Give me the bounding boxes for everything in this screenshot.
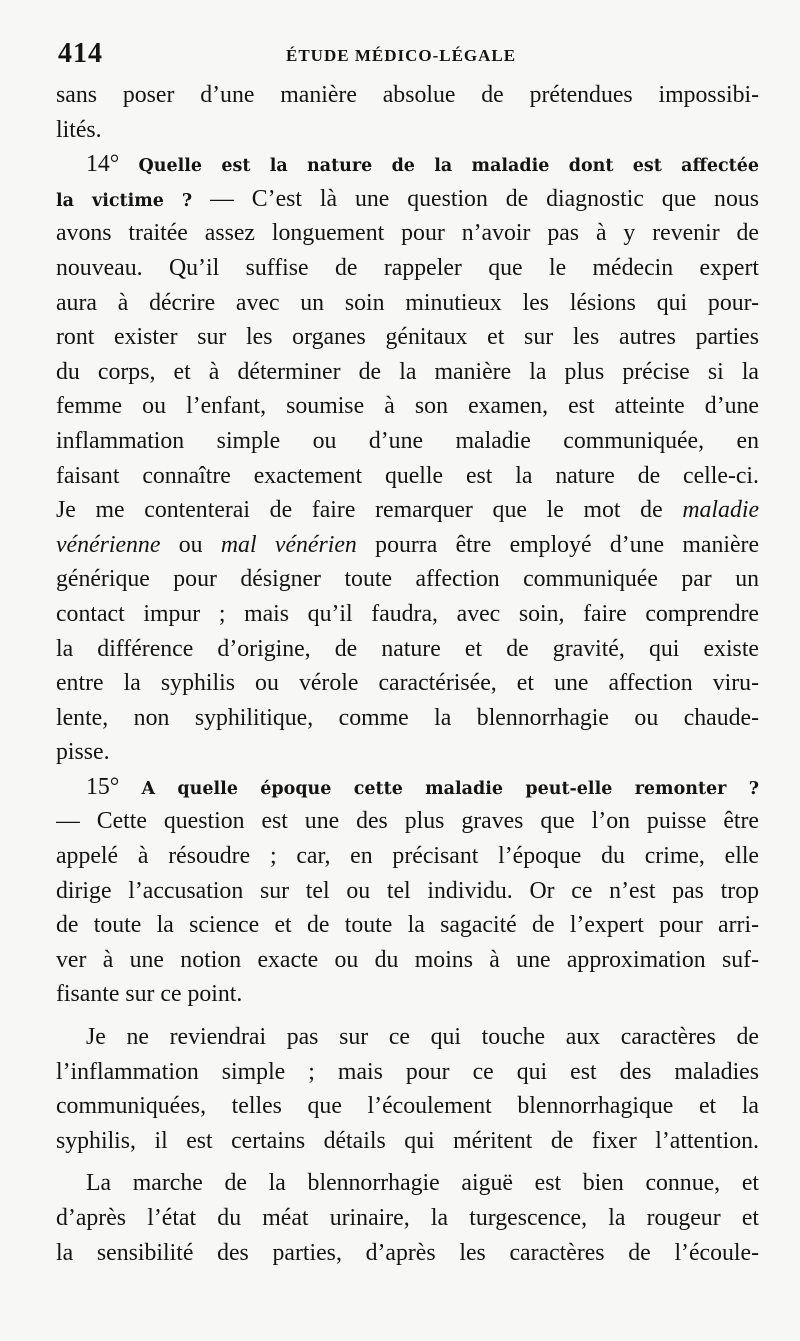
text-line: contact impur ; mais qu’il faudra, avec soin, faire comprendre bbox=[56, 600, 759, 627]
text-line: lente, non syphilitique, comme la blennorrhagie ou chaude- bbox=[56, 704, 759, 731]
question-text: Quelle est la nature de la maladie dont est affectée bbox=[138, 156, 759, 177]
text-line: l’inflammation simple ; mais pour ce qui est des maladies bbox=[56, 1058, 759, 1085]
body-text bbox=[56, 78, 759, 1270]
page-header bbox=[58, 38, 770, 78]
text-line: femme ou l’enfant, soumise à son examen, est atteinte d’une bbox=[56, 393, 759, 420]
text-line: fisante sur ce point. bbox=[56, 981, 243, 1008]
text-span: ou bbox=[178, 531, 203, 558]
text-line: ront exister sur les organes génitaux et sur les autres parties bbox=[56, 324, 759, 351]
text-line: appelé à résoudre ; car, en précisant l’époque du crime, elle bbox=[56, 843, 759, 870]
text-line: dirige l’accusation sur tel ou tel individu. Or ce n’est pas trop bbox=[56, 877, 759, 904]
text-line bbox=[56, 182, 759, 217]
text-line: La marche de la blennorrhagie aiguë est bien connue, et bbox=[86, 1170, 759, 1197]
text-line bbox=[56, 528, 759, 563]
italic-term: maladie bbox=[682, 497, 759, 524]
text-line bbox=[56, 493, 759, 528]
text-line: avons traitée assez longuement pour n’avoir pas à y revenir de bbox=[56, 220, 759, 247]
text-line: ver à une notion exacte ou du moins à une approximation suf- bbox=[56, 946, 759, 973]
text-line: nouveau. Qu’il suffise de rappeler que le médecin expert bbox=[56, 254, 759, 281]
question-number: 15° bbox=[86, 773, 120, 800]
question-text: A quelle époque cette maladie peut-elle remonter ? bbox=[141, 778, 759, 799]
text-line: aura à décrire avec un soin minutieux les lésions qui pour- bbox=[56, 289, 759, 316]
text-line: générique pour désigner toute affection communiquée par un bbox=[56, 566, 759, 593]
text-line: communiquées, telles que l’écoulement blennorrhagique et la bbox=[56, 1093, 759, 1120]
text-line: sans poser d’une manière absolue de prétendues impossibi- bbox=[56, 82, 759, 108]
question-14-heading bbox=[56, 147, 759, 182]
text-line: la sensibilité des parties, d’après les caractères de l’écoule- bbox=[56, 1239, 759, 1266]
text-line: syphilis, il est certains détails qui méritent de fixer l’attention. bbox=[56, 1127, 759, 1154]
running-head: ÉTUDE MÉDICO-LÉGALE bbox=[286, 46, 517, 65]
question-15-heading bbox=[56, 770, 759, 805]
italic-term: mal vénérien bbox=[220, 531, 357, 558]
italic-term: vénérienne bbox=[56, 531, 161, 558]
text-line: faisant connaître exactement quelle est la nature de celle-ci. bbox=[56, 462, 759, 489]
text-span: Je me contenterai de faire remarquer que le mot de bbox=[56, 497, 663, 524]
page-number: 414 bbox=[58, 38, 103, 69]
text-line: pisse. bbox=[56, 739, 110, 766]
question-number: 14° bbox=[86, 151, 120, 178]
text-line: Je ne reviendrai pas sur ce qui touche aux caractères de bbox=[86, 1024, 759, 1051]
text-line: de toute la science et de toute la sagacité de l’expert pour arri- bbox=[56, 912, 759, 939]
text-span: — C’est là une question de diagnostic que nous bbox=[210, 185, 759, 212]
text-line: d’après l’état du méat urinaire, la turgescence, la rougeur et bbox=[56, 1205, 759, 1231]
question-text: la victime ? bbox=[56, 190, 193, 211]
text-span: pourra être employé d’une manière bbox=[375, 531, 759, 558]
text-line: la différence d’origine, de nature et de gravité, qui existe bbox=[56, 635, 759, 662]
text-line: lités. bbox=[56, 116, 102, 143]
text-line: inflammation simple ou d’une maladie communiquée, en bbox=[56, 427, 759, 454]
text-line: du corps, et à déterminer de la manière la plus précise si la bbox=[56, 358, 759, 385]
text-line: entre la syphilis ou vérole caractérisée, et une affection viru- bbox=[56, 670, 759, 697]
text-line: — Cette question est une des plus graves que l’on puisse être bbox=[56, 808, 759, 835]
